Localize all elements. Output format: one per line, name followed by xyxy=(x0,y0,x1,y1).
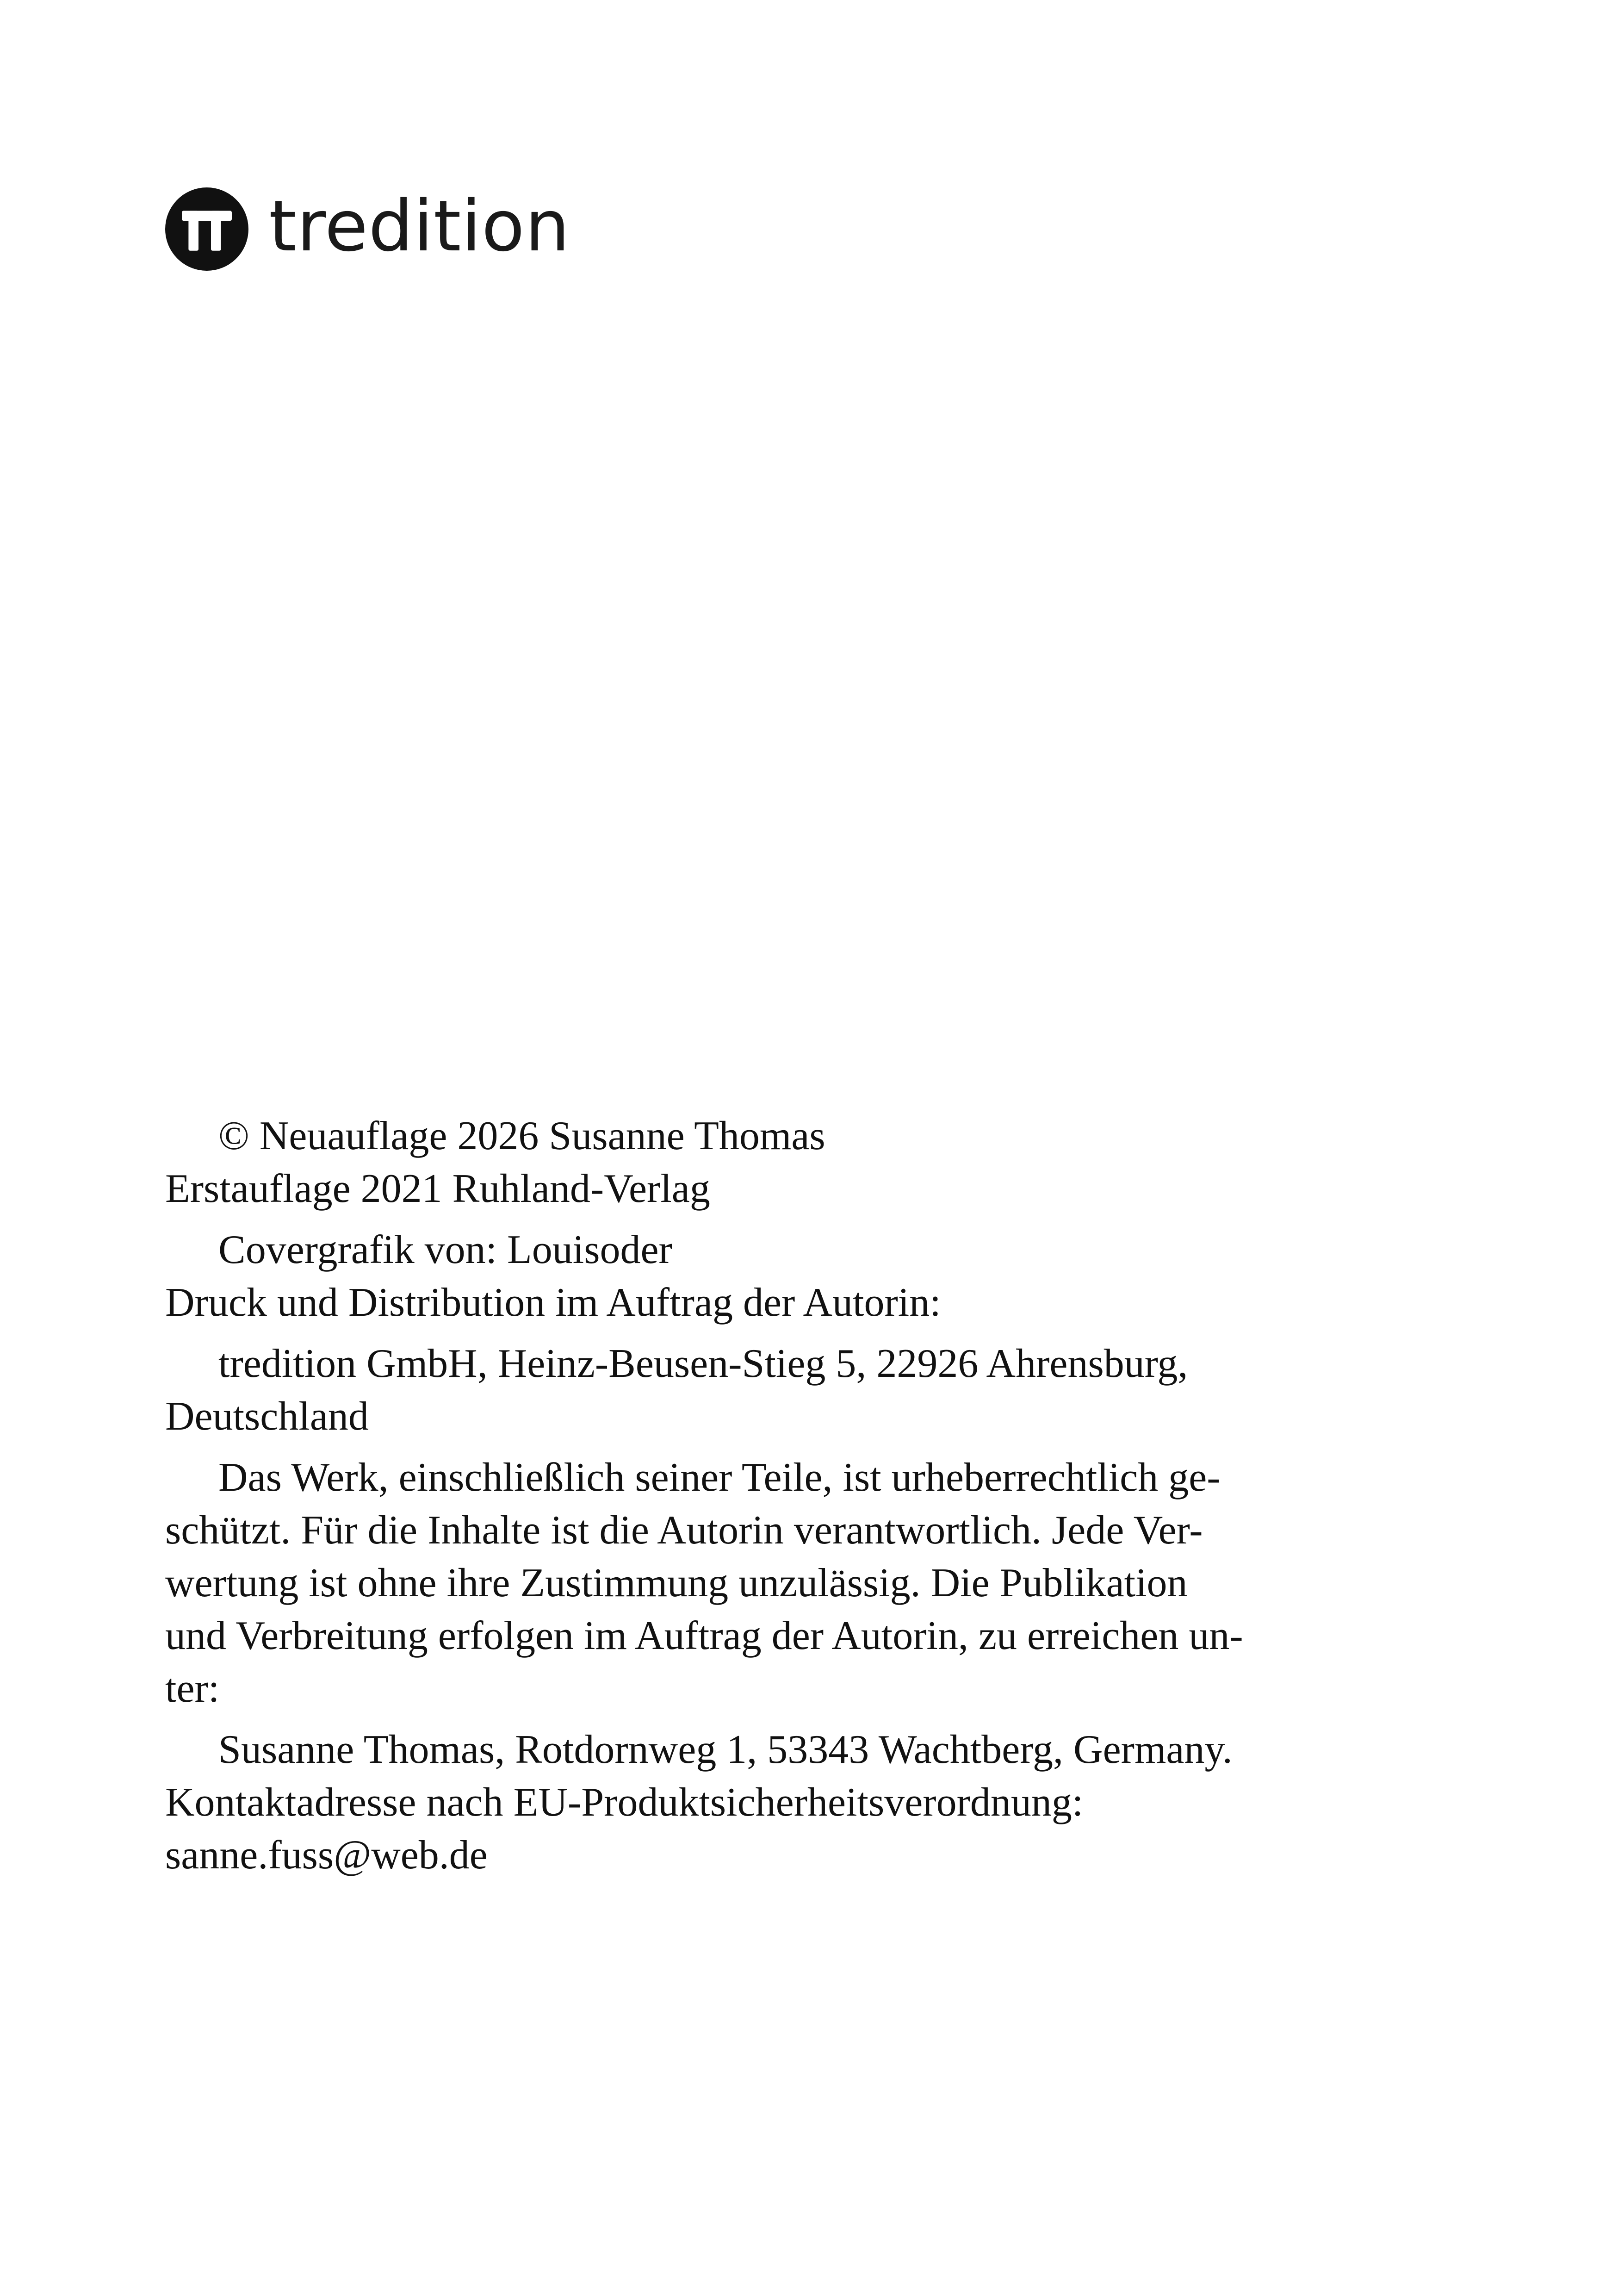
publisher-logo xyxy=(165,187,570,271)
tredition-logo-icon xyxy=(165,187,248,271)
publisher-address-line: tredition GmbH, Heinz-Beusen-Stieg 5, 22926 Ahrensburg, xyxy=(218,1341,1188,1386)
logo-wordmark: tredition xyxy=(269,185,570,267)
copyright-line: Das Werk, einschließlich seiner Teile, ist urheberrechtlich ge- xyxy=(218,1455,1221,1500)
edition-line: © Neuauflage 2026 Susanne Thomas xyxy=(218,1114,825,1158)
copyright-line: schützt. Für die Inhalte ist die Autorin verantwortlich. Jede Ver- xyxy=(165,1508,1203,1553)
edition-block xyxy=(165,1110,1461,1215)
imprint-block xyxy=(165,1110,1461,1890)
first-edition-line: Erstauflage 2021 Ruhland-Verlag xyxy=(165,1166,710,1211)
copyright-line: und Verbreitung erfolgen im Auftrag der Autorin, zu erreichen un- xyxy=(165,1613,1243,1658)
copyright-line: ter: xyxy=(165,1666,220,1711)
contact-label-line: Kontaktadresse nach EU-Produktsicherheitsverordnung: xyxy=(165,1780,1084,1825)
publisher-address-block xyxy=(165,1338,1461,1443)
author-address-line: Susanne Thomas, Rotdornweg 1, 53343 Wachtberg, Germany. xyxy=(218,1727,1233,1772)
copyright-notice xyxy=(165,1451,1461,1715)
copyright-line: wertung ist ohne ihre Zustimmung unzulässig. Die Publikation xyxy=(165,1561,1188,1605)
cover-credit-line: Covergrafik von: Louisoder xyxy=(218,1227,672,1272)
production-block xyxy=(165,1224,1461,1329)
contact-email: sanne.fuss@web.de xyxy=(165,1833,488,1878)
publisher-country-line: Deutschland xyxy=(165,1394,369,1439)
distribution-line: Druck und Distribution im Auftrag der Autorin: xyxy=(165,1280,941,1325)
contact-block xyxy=(165,1724,1461,1882)
